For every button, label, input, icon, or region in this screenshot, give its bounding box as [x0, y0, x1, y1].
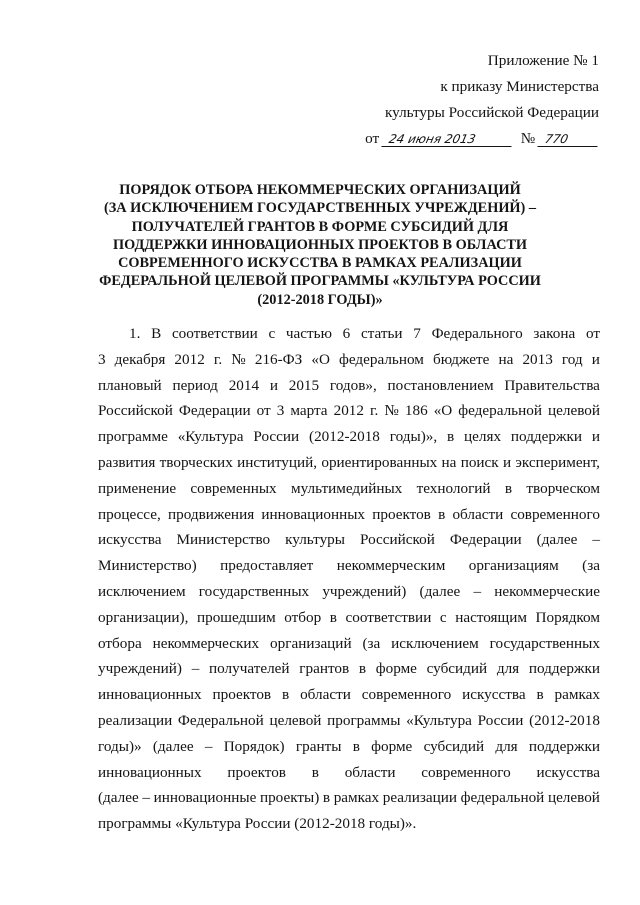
word: мультимедийных — [290, 479, 403, 497]
paragraph-line — [98, 708, 600, 734]
paragraph-line — [98, 527, 600, 553]
word: в — [358, 660, 367, 678]
word: Федерации — [178, 402, 251, 420]
word: федеральном — [339, 350, 424, 368]
word: отбора — [98, 634, 142, 652]
word: 7 — [413, 325, 421, 342]
word: 6 — [342, 325, 351, 342]
word: проектов — [212, 686, 272, 704]
word: учреждений) — [322, 582, 407, 600]
word: Федерального — [431, 325, 523, 342]
word: целях — [464, 428, 502, 446]
word: получателей — [209, 660, 290, 678]
word: проектов — [227, 763, 286, 781]
paragraph-line — [98, 502, 600, 528]
word: в — [322, 789, 331, 807]
word: от — [256, 402, 271, 420]
word: – — [142, 789, 150, 807]
word: 1. — [129, 325, 141, 342]
word: (далее — [152, 737, 194, 755]
word: Федеральной — [177, 711, 264, 729]
word: творческом — [526, 479, 600, 497]
word: Министерство — [176, 531, 271, 549]
word: 3 — [98, 350, 106, 368]
word: институций, — [237, 453, 318, 471]
word: № — [231, 350, 246, 368]
word: период — [172, 376, 218, 394]
word: России — [253, 428, 300, 446]
word: и — [502, 453, 512, 471]
word: в — [438, 505, 446, 523]
word: в — [536, 686, 544, 704]
appendix-number: Приложение № 1 — [487, 52, 599, 69]
word: некоммерческим — [336, 557, 446, 575]
word: и — [269, 376, 278, 394]
word: 2012 — [333, 402, 364, 420]
word: технологий — [416, 479, 491, 497]
word: современного — [421, 763, 511, 781]
word: некоммерческие — [494, 582, 600, 600]
word: с — [439, 608, 447, 626]
word: годы)» — [98, 737, 142, 755]
word: 186 — [404, 402, 428, 420]
word: г. — [370, 402, 379, 420]
paragraph-line — [98, 811, 600, 837]
title-line: (2012-2018 ГОДЫ)» — [257, 291, 383, 308]
word: программы — [327, 711, 401, 729]
word: «Культура — [177, 428, 244, 446]
word: гранты — [295, 737, 342, 755]
word: поддержки — [510, 428, 582, 446]
word: культуры — [285, 531, 345, 549]
word: области — [452, 505, 504, 523]
appendix-ministry: культуры Российской Федерации — [384, 104, 599, 121]
word: федеральной — [460, 789, 545, 807]
word: настоящим — [455, 608, 527, 626]
word: инновационные — [153, 789, 257, 807]
word: (2012-2018 — [309, 428, 380, 446]
word: области — [344, 763, 396, 781]
paragraph-line — [98, 579, 600, 605]
word: исключением — [98, 582, 186, 600]
word: частью — [285, 325, 332, 342]
word: в — [504, 479, 513, 497]
word: «Культура — [406, 711, 472, 729]
word: «О — [311, 350, 330, 368]
title-line: СОВРЕМЕННОГО ИСКУССТВА В РАМКАХ РЕАЛИЗАЦИИ — [118, 255, 522, 272]
word: В — [151, 325, 162, 342]
appendix-date-line — [365, 130, 599, 148]
word: (далее — [419, 582, 461, 600]
paragraph-line — [98, 682, 600, 708]
handwritten-order-number: 770 — [537, 132, 600, 147]
word: эксперимент, — [515, 453, 600, 471]
word: статьи — [360, 325, 403, 342]
paragraph-line — [98, 476, 600, 502]
word: современного — [361, 686, 452, 704]
word: в — [311, 763, 319, 781]
paragraph-line — [98, 605, 600, 631]
document-title — [0, 181, 640, 309]
word: программы «Культура России (2012-2018 годы)». — [98, 815, 417, 833]
paragraph-line — [98, 424, 600, 450]
paragraph-1 — [98, 321, 600, 837]
word: отбор — [284, 608, 322, 626]
word: в — [282, 686, 290, 704]
word: Российской — [98, 402, 173, 420]
word: инновационных — [261, 505, 365, 523]
word: государственных — [489, 634, 600, 652]
word: грантов — [299, 660, 350, 678]
word: 2012 — [174, 350, 205, 368]
word: – — [473, 582, 482, 600]
word: проектов — [372, 505, 431, 523]
word: рамках — [554, 686, 600, 704]
word: реализации — [98, 711, 173, 729]
word: 2015 — [288, 376, 320, 394]
word: поддержки — [528, 660, 600, 678]
word: творческих — [159, 453, 233, 471]
title-line: ПОЛУЧАТЕЛЕЙ ГРАНТОВ В ФОРМЕ СУБСИДИЙ ДЛЯ — [131, 218, 509, 235]
word: программе — [98, 428, 168, 446]
title-line: ПОРЯДОК ОТБОРА НЕКОММЕРЧЕСКИХ ОРГАНИЗАЦИЙ — [119, 182, 521, 198]
word: в — [329, 608, 337, 626]
word: с — [268, 325, 276, 342]
appendix-order-reference: к приказу Министерства — [440, 78, 599, 95]
word: № — [384, 402, 399, 420]
word: – — [191, 660, 200, 678]
paragraph-line — [98, 450, 600, 476]
word: поиск — [460, 453, 499, 471]
word: на — [498, 350, 514, 368]
word: годов», — [329, 376, 377, 394]
word: процессе, — [98, 505, 161, 523]
paragraph-line — [98, 553, 600, 579]
title-line: (ЗА ИСКЛЮЧЕНИЕМ ГОСУДАРСТВЕННЫХ УЧРЕЖДЕНИЙ) – — [103, 200, 537, 217]
word: – — [592, 531, 600, 549]
word: (далее — [98, 789, 139, 807]
word: субсидий — [423, 737, 485, 755]
word: Российской — [360, 531, 435, 549]
word: инновационных — [98, 763, 202, 781]
word: продвижения — [168, 505, 255, 523]
word: целевой — [547, 789, 600, 807]
title-line: ФЕДЕРАЛЬНОЙ ЦЕЛЕВОЙ ПРОГРАММЫ «КУЛЬТУРА РОССИИ — [99, 273, 541, 290]
word: проекты) — [259, 789, 320, 807]
word: от — [585, 325, 600, 342]
word: ориентированных — [321, 453, 438, 471]
paragraph-line — [98, 760, 600, 786]
word: форме — [375, 660, 417, 678]
paragraph-line — [98, 398, 600, 424]
word: поддержки — [528, 737, 600, 755]
word: плановый — [98, 376, 162, 394]
word: год — [561, 350, 583, 368]
word: применение — [98, 479, 177, 497]
word: Порядком — [535, 608, 600, 626]
word: организаций — [270, 634, 352, 652]
word: (далее — [536, 531, 578, 549]
word: в — [447, 428, 455, 446]
paragraph-line — [98, 785, 600, 811]
date-prefix: от — [365, 130, 380, 147]
paragraph-line — [98, 321, 600, 347]
word: предоставляет — [220, 557, 314, 575]
word: закона — [533, 325, 576, 342]
word: для — [496, 660, 520, 678]
paragraph-line — [98, 631, 600, 657]
word: (2012-2018 — [529, 711, 600, 729]
word: 2014 — [228, 376, 260, 394]
word: годы)», — [389, 428, 438, 446]
word: «О — [433, 402, 453, 420]
word: соответствии — [171, 325, 258, 342]
word: 216-ФЗ — [254, 350, 303, 368]
word: инновационных — [98, 686, 202, 704]
word: форме — [371, 737, 413, 755]
word: для — [495, 737, 518, 755]
word: субсидий — [426, 660, 488, 678]
word: государственных — [198, 582, 310, 600]
word: прошедшим — [196, 608, 276, 626]
title-line: ПОДДЕРЖКИ ИННОВАЦИОННЫХ ПРОЕКТОВ В ОБЛАСТИ — [112, 236, 528, 253]
paragraph-line — [98, 656, 600, 682]
paragraph-line — [98, 347, 600, 373]
word: целевой — [548, 402, 600, 420]
word: постановлением — [387, 376, 494, 394]
word: марта — [290, 402, 328, 420]
handwritten-date: 24 июня 2013 — [381, 132, 514, 147]
word: учреждений) — [98, 660, 182, 678]
word: реализации — [382, 789, 457, 807]
word: и — [591, 350, 600, 368]
word: России — [477, 711, 524, 729]
paragraph-line — [98, 734, 600, 760]
word: в — [352, 737, 360, 755]
word: бюджете — [432, 350, 490, 368]
paragraph-line — [98, 373, 600, 399]
word: соответствии — [345, 608, 432, 626]
word: декабря — [114, 350, 166, 368]
word: организациям — [468, 557, 559, 575]
word: на — [441, 453, 457, 471]
word: развития — [98, 453, 156, 471]
word: области — [300, 686, 351, 704]
word: рамках — [333, 789, 380, 807]
word: федеральной — [458, 402, 542, 420]
word: г. — [213, 350, 223, 368]
word: Порядок) — [223, 737, 285, 755]
word: современных — [190, 479, 277, 497]
word: искусства — [98, 531, 162, 549]
word: искусства — [536, 763, 600, 781]
word: некоммерческих — [152, 634, 260, 652]
word: и — [591, 428, 600, 446]
word: Правительства — [504, 376, 600, 394]
word: целевой — [269, 711, 322, 729]
word: современного — [510, 505, 600, 523]
word: 2013 — [522, 350, 553, 368]
word: Министерство) — [98, 557, 197, 575]
word: – — [204, 737, 213, 755]
word: организации), — [98, 608, 189, 626]
word: (за — [582, 557, 600, 575]
word: исключением — [391, 634, 479, 652]
word: (за — [362, 634, 381, 652]
word: Федерации — [449, 531, 522, 549]
word: 3 — [276, 402, 285, 420]
word: искусства — [462, 686, 526, 704]
number-sign: № — [520, 130, 536, 147]
